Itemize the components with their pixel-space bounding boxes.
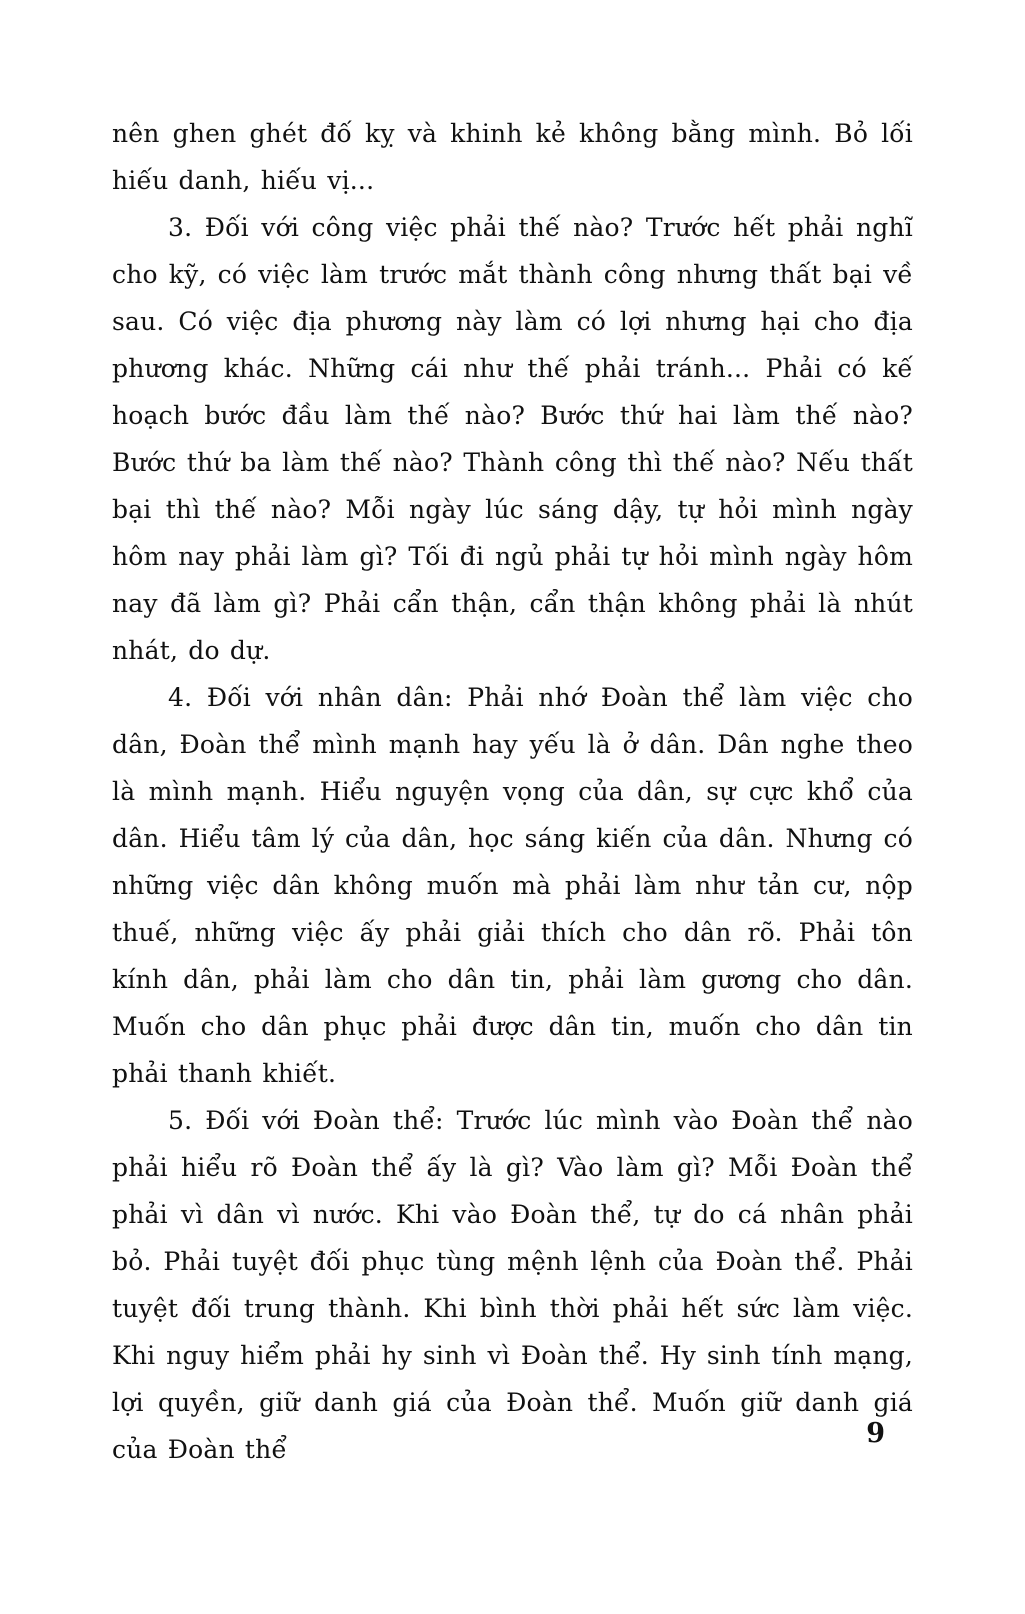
paragraph-item-3: 3. Đối với công việc phải thế nào? Trước hết phải nghĩ cho kỹ, có việc làm trước mắt thành công nhưng thất bại về sau. Có việc địa phương này làm có lợi nhưng hại cho địa phương khác. Những cái như thế phải tránh... Phải có kế hoạch bước đầu làm thế nào? Bước thứ hai làm thế nào? Bước thứ ba làm thế nào? Thành công thì thế nào? Nếu thất bại thì thế nào? Mỗi ngày lúc sáng dậy, tự hỏi mình ngày hôm nay phải làm gì? Tối đi ngủ phải tự hỏi mình ngày hôm nay đã làm gì? Phải cẩn thận, cẩn thận không phải là nhút nhát, do dự. [112,213,913,665]
paragraph-item-5: 5. Đối với Đoàn thể: Trước lúc mình vào Đoàn thể nào phải hiểu rõ Đoàn thể ấy là gì? Vào làm gì? Mỗi Đoàn thể phải vì dân vì nước. Khi vào Đoàn thể, tự do cá nhân phải bỏ. Phải tuyệt đối phục tùng mệnh lệnh của Đoàn thể. Phải tuyệt đối trung thành. Khi bình thời phải hết sức làm việc. Khi nguy hiểm phải hy sinh vì Đoàn thể. Hy sinh tính mạng, lợi quyền, giữ danh giá của Đoàn thể. Muốn giữ danh giá của Đoàn thể [112,1106,913,1464]
paragraph-item-4: 4. Đối với nhân dân: Phải nhớ Đoàn thể làm việc cho dân, Đoàn thể mình mạnh hay yếu là ở dân. Dân nghe theo là mình mạnh. Hiểu nguyện vọng của dân, sự cực khổ của dân. Hiểu tâm lý của dân, học sáng kiến của dân. Nhưng có những việc dân không muốn mà phải làm như tản cư, nộp thuế, những việc ấy phải giải thích cho dân rõ. Phải tôn kính dân, phải làm cho dân tin, phải làm gương cho dân. Muốn cho dân phục phải được dân tin, muốn cho dân tin phải thanh khiết. [112,683,913,1088]
paragraph-continuation: nên ghen ghét đố kỵ và khinh kẻ không bằng mình. Bỏ lối hiếu danh, hiếu vị... [112,119,913,195]
page-number: 9 [866,1418,885,1449]
body-text [112,110,913,1473]
